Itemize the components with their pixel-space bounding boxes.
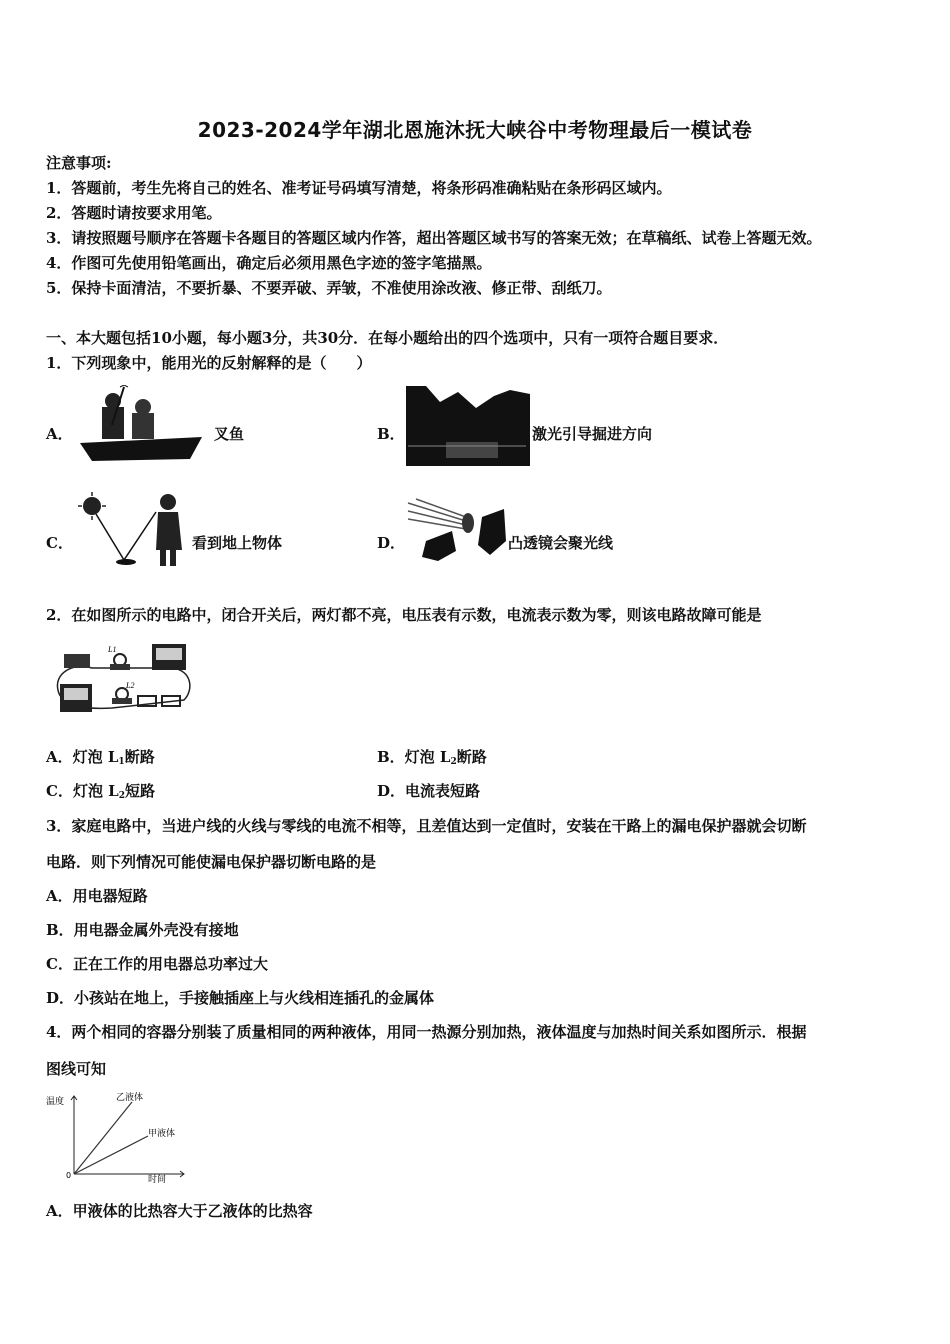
q4-option-a: A．甲液体的比热容大于乙液体的比热容 <box>46 1202 313 1220</box>
q1-option-d-label: D． <box>377 534 406 552</box>
circuit-label-l2: L2 <box>126 681 135 690</box>
notice-item-1: 1．答题前，考生先将自己的姓名、准考证号码填写清楚，将条形码准确粘贴在条形码区域内。 <box>46 179 672 197</box>
q3-option-b: B．用电器金属外壳没有接地 <box>46 921 239 939</box>
q1-option-d-text: 凸透镜会聚光线 <box>508 534 614 552</box>
q4-stem-line1: 4．两个相同的容器分别装了质量相同的两种液体，用同一热源分别加热，液体温度与加热时间关系如图所示．根据 <box>46 1023 807 1041</box>
temperature-time-graph <box>44 1086 194 1186</box>
q2-option-d: D．电流表短路 <box>377 782 481 800</box>
laser-tunnel-image <box>406 386 530 466</box>
q3-option-d: D．小孩站在地上，手接触插座上与火线相连插孔的金属体 <box>46 989 435 1007</box>
circuit-label-l1: L1 <box>108 645 117 654</box>
notice-item-2: 2．答题时请按要求用笔。 <box>46 204 222 222</box>
convex-lens-image <box>406 495 506 569</box>
notice-heading: 注意事项: <box>46 154 112 172</box>
q1-option-c-label: C． <box>46 534 73 552</box>
q1-option-a-label: A． <box>46 425 73 443</box>
notice-item-3: 3．请按照题号顺序在答题卡各题目的答题区域内作答，超出答题区域书写的答案无效；在草稿纸、试卷上答题无效。 <box>46 229 822 247</box>
seeing-object-image <box>72 490 190 570</box>
q3-option-a: A．用电器短路 <box>46 887 148 905</box>
q3-stem-line1: 3．家庭电路中，当进户线的火线与零线的电流不相等，且差值达到一定值时，安装在干路上的漏电保护器就会切断 <box>46 817 807 835</box>
graph-line-label-1: 乙液体 <box>116 1093 144 1103</box>
section-heading: 一、本大题包括10小题，每小题3分，共30分．在每小题给出的四个选项中，只有一项符合题目要求． <box>46 329 729 347</box>
graph-origin: 0 <box>66 1171 72 1180</box>
q1-option-c-text: 看到地上物体 <box>192 534 283 552</box>
graph-y-label: 温度 <box>46 1097 65 1107</box>
q2-option-c: C．灯泡 $L_2$短路 <box>46 782 155 801</box>
graph-x-label: 时间 <box>148 1175 167 1185</box>
q1-stem: 1．下列现象中，能用光的反射解释的是（ ） <box>46 354 372 372</box>
q2-option-a: A．灯泡 $L_1$断路 <box>46 748 155 767</box>
notice-item-4: 4．作图可先使用铅笔画出，确定后必须用黑色字迹的签字笔描黑。 <box>46 254 492 272</box>
q3-stem-line2: 电路．则下列情况可能使漏电保护器切断电路的是 <box>46 853 377 871</box>
q1-option-b-text: 激光引导掘进方向 <box>532 425 653 443</box>
circuit-diagram <box>52 638 194 720</box>
q1-option-a-text: 叉鱼 <box>214 425 245 443</box>
q4-stem-line2: 图线可知 <box>46 1060 107 1078</box>
fishing-image <box>72 385 212 465</box>
q1-option-b-label: B． <box>377 425 405 443</box>
page-title: 2023-2024学年湖北恩施沐抚大峡谷中考物理最后一模试卷 <box>197 118 753 142</box>
q2-option-b: B．灯泡 $L_2$断路 <box>377 748 487 767</box>
notice-item-5: 5．保持卡面清洁，不要折暴、不要弄破、弄皱，不准使用涂改液、修正带、刮纸刀。 <box>46 279 612 297</box>
q3-option-c: C．正在工作的用电器总功率过大 <box>46 955 268 973</box>
graph-line-label-2: 甲液体 <box>148 1129 176 1139</box>
q2-stem: 2．在如图所示的电路中，闭合开关后，两灯都不亮，电压表有示数，电流表示数为零，则该电路故障可能是 <box>46 606 762 624</box>
